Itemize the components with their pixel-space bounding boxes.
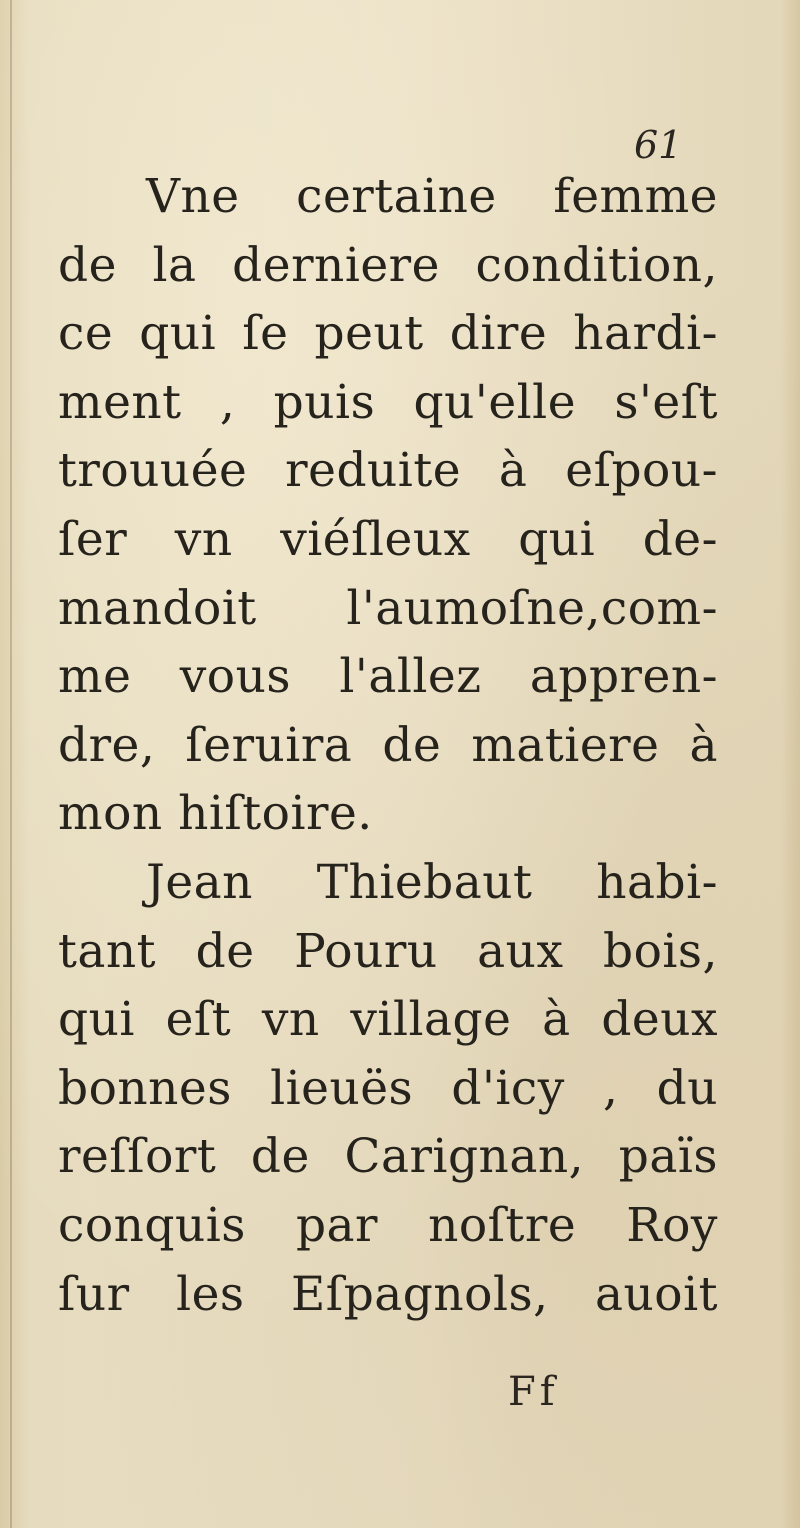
page-number: 61 [634,123,683,167]
text-line: dre, ſeruira de matiere à [58,717,718,773]
text-line: ſer vn viéſleux qui de- [58,511,718,567]
text-line: reſſort de Carignan, païs [58,1129,718,1185]
body-text [58,163,718,1329]
text-line: conquis par noſtre Roy [58,1197,718,1253]
text-line: trouuée reduite à eſpou- [58,443,718,499]
text-line: ſur les Eſpagnols, auoit [58,1266,718,1322]
text-line: ce qui ſe peut dire hardi- [58,306,718,362]
text-line: de la derniere condition, [58,237,718,293]
text-line: me vous l'allez appren- [58,649,718,705]
text-line: bonnes lieuës d'icy , du [58,1060,718,1116]
text-line: Jean Thiebaut habi- [146,854,718,910]
text-line: mon hiſtoire. [58,786,373,842]
signature-mark: Ff [508,1369,559,1415]
text-line: Vne certaine femme [146,169,718,224]
text-line: mandoit l'aumoſne,com- [58,580,718,636]
text-line: tant de Pouru aux bois, [58,923,718,979]
text-line: qui eſt vn village à deux [58,992,718,1048]
text-line: ment , puis qu'elle s'eſt [58,374,718,430]
page-gutter [10,0,12,1528]
